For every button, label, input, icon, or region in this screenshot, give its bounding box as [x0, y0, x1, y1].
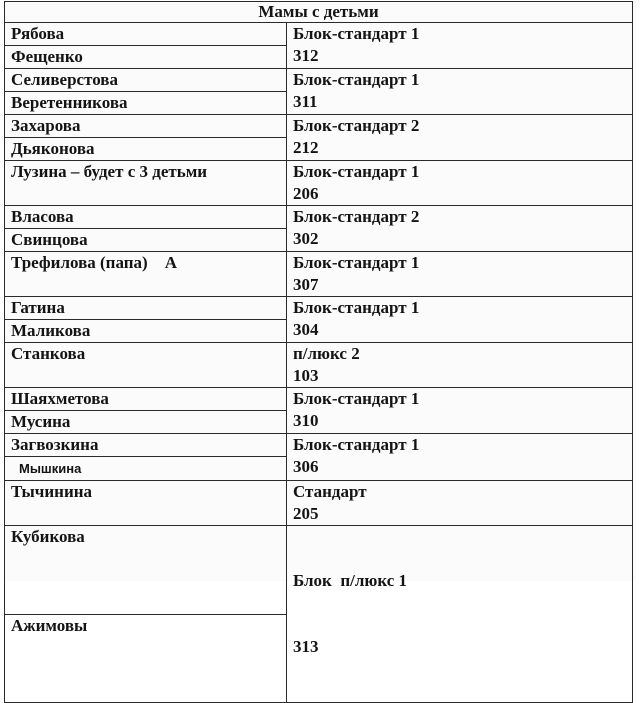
room-number: 306: [293, 457, 319, 476]
room-cell: [287, 115, 633, 161]
guest-name: Загвозкина: [5, 434, 287, 457]
table-row: [5, 343, 633, 388]
guest-name: Шаяхметова: [5, 388, 287, 411]
room-number: 310: [293, 411, 319, 430]
room-number: 312: [293, 46, 319, 65]
guest-name: Рябова: [5, 23, 287, 46]
room-cell: [287, 69, 633, 115]
guest-name: Дьяконова: [5, 138, 287, 161]
guest-name: Селиверстова: [5, 69, 287, 92]
room-type: Блок-стандарт 1: [293, 162, 420, 181]
guest-name: Станкова: [5, 343, 287, 388]
scanned-document: [4, 1, 636, 656]
room-cell: [287, 297, 633, 343]
room-cell: [287, 252, 633, 297]
table-row: [5, 252, 633, 297]
room-cell: [287, 161, 633, 206]
room-type: Блок-стандарт 1: [293, 24, 420, 43]
room-type: Блок-стандарт 1: [293, 70, 420, 89]
room-number: 313: [293, 637, 319, 656]
guest-name: Власова: [5, 206, 287, 229]
room-number: 311: [293, 92, 318, 111]
room-cell: [287, 23, 633, 69]
room-cell: [287, 526, 633, 703]
room-number: 212: [293, 138, 319, 157]
guest-name: Свинцова: [5, 229, 287, 252]
room-number: 307: [293, 275, 319, 294]
guest-name: Захарова: [5, 115, 287, 138]
room-number: 206: [293, 184, 319, 203]
room-number: 103: [293, 366, 319, 385]
room-cell: [287, 434, 633, 481]
table-row: [5, 69, 633, 92]
guest-name: Лузина – будет с 3 детьми: [5, 161, 287, 206]
table-title: Мамы с детьми: [5, 2, 633, 23]
guest-name: Фещенко: [5, 46, 287, 69]
guest-name: Трефилова (папа) А: [5, 252, 287, 297]
table-header-row: [5, 2, 633, 23]
table-row: [5, 388, 633, 411]
table-row: [5, 481, 633, 526]
rooms-table: [4, 1, 633, 703]
room-type: Блок п/люкс 1: [293, 571, 408, 590]
table-row: [5, 115, 633, 138]
room-type: Блок-стандарт 2: [293, 207, 420, 226]
guest-name: Гатина: [5, 297, 287, 320]
guest-name: Веретенникова: [5, 92, 287, 115]
room-number: 205: [293, 504, 319, 523]
guest-name: Тычинина: [5, 481, 287, 526]
table-row: [5, 206, 633, 229]
added-name: Мышкина: [19, 461, 82, 476]
guest-name: Кубикова: [5, 526, 287, 615]
guest-name: [5, 457, 287, 481]
table-row: [5, 434, 633, 457]
guest-name: Мусина: [5, 411, 287, 434]
room-type: Блок-стандарт 1: [293, 435, 420, 454]
room-type: п/люкс 2: [293, 344, 360, 363]
room-cell: [287, 481, 633, 526]
room-number: 304: [293, 320, 319, 339]
guest-name: Ажимовы: [5, 614, 287, 703]
table-row: [5, 526, 633, 615]
table-row: [5, 23, 633, 46]
guest-name: Маликова: [5, 320, 287, 343]
room-type: Стандарт: [293, 482, 367, 501]
room-cell: [287, 388, 633, 434]
table-row: [5, 161, 633, 206]
room-type: Блок-стандарт 2: [293, 116, 420, 135]
room-cell: [287, 206, 633, 252]
room-type: Блок-стандарт 1: [293, 298, 420, 317]
room-type: Блок-стандарт 1: [293, 253, 420, 272]
room-cell: [287, 343, 633, 388]
room-type: Блок-стандарт 1: [293, 389, 420, 408]
table-row: [5, 297, 633, 320]
room-number: 302: [293, 229, 319, 248]
